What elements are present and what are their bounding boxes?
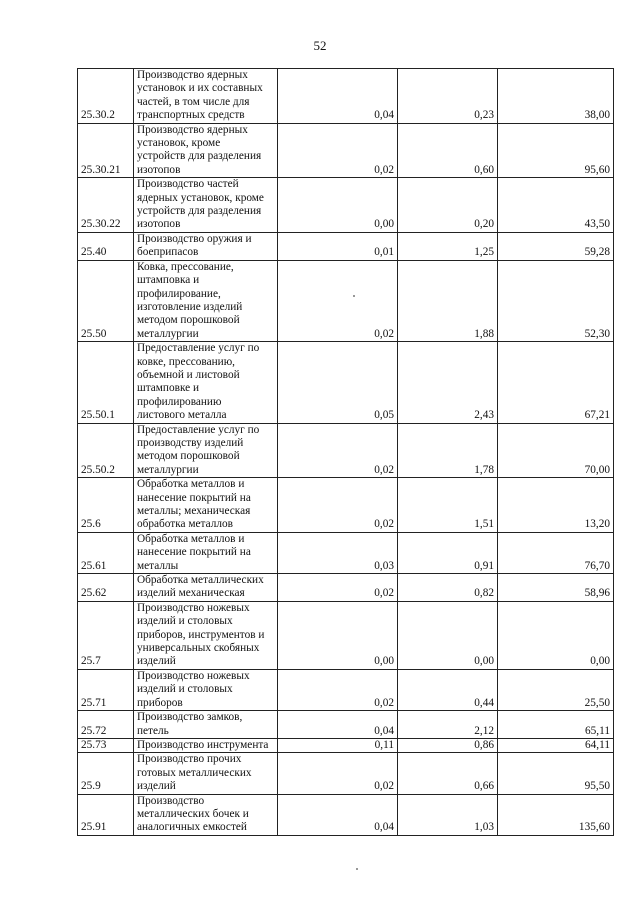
- cell-description: Производство прочих готовых металлических изделий: [134, 753, 278, 794]
- cell-value-3: 64,11: [498, 738, 614, 752]
- cell-code: 25.72: [78, 711, 134, 739]
- table-row: [78, 69, 614, 124]
- cell-code: 25.7: [78, 601, 134, 669]
- cell-code: 25.6: [78, 478, 134, 533]
- cell-value-3: 25,50: [498, 669, 614, 710]
- cell-value-3: 67,21: [498, 342, 614, 423]
- cell-code: 25.71: [78, 669, 134, 710]
- cell-value-3: 65,11: [498, 711, 614, 739]
- table-row: [78, 423, 614, 478]
- table-row: [78, 711, 614, 739]
- cell-value-2: 1,78: [398, 423, 498, 478]
- cell-code: 25.91: [78, 794, 134, 835]
- table-row: [78, 669, 614, 710]
- table-row: [78, 123, 614, 178]
- cell-value-1: 0,02: [278, 753, 398, 794]
- cell-description: Производство инструмента: [134, 738, 278, 752]
- cell-value-2: 0,91: [398, 532, 498, 573]
- cell-value-2: 1,51: [398, 478, 498, 533]
- cell-description: Производство ядерных установок и их составных частей, в том числе для транспортных средств: [134, 69, 278, 124]
- table-row: [78, 794, 614, 835]
- cell-value-2: 0,20: [398, 178, 498, 233]
- cell-value-3: 59,28: [498, 232, 614, 260]
- cell-value-2: 2,12: [398, 711, 498, 739]
- cell-value-1: 0,02: [278, 478, 398, 533]
- cell-value-1: 0,04: [278, 794, 398, 835]
- cell-description: Производство ядерных установок, кроме устройств для разделения изотопов: [134, 123, 278, 178]
- cell-code: 25.30.21: [78, 123, 134, 178]
- table-row: [78, 753, 614, 794]
- cell-value-1: 0,01: [278, 232, 398, 260]
- cell-description: Обработка металлов и нанесение покрытий на металлы: [134, 532, 278, 573]
- cell-value-3: 135,60: [498, 794, 614, 835]
- cell-value-2: 1,88: [398, 260, 498, 341]
- cell-description: Производство ножевых изделий и столовых приборов: [134, 669, 278, 710]
- cell-value-1: 0,03: [278, 532, 398, 573]
- cell-value-2: 0,66: [398, 753, 498, 794]
- cell-value-2: 0,44: [398, 669, 498, 710]
- cell-value-2: 0,00: [398, 601, 498, 669]
- cell-value-1: 0,11: [278, 738, 398, 752]
- cell-value-3: 13,20: [498, 478, 614, 533]
- cell-value-1: 0,05: [278, 342, 398, 423]
- cell-code: 25.62: [78, 574, 134, 602]
- cell-value-2: 0,86: [398, 738, 498, 752]
- cell-value-3: 95,60: [498, 123, 614, 178]
- cell-value-3: 95,50: [498, 753, 614, 794]
- cell-value-1: 0,02: [278, 423, 398, 478]
- table-body: [78, 69, 614, 836]
- cell-description: Предоставление услуг по ковке, прессованию, объемной и листовой штамповке и профилированию листового металла: [134, 342, 278, 423]
- cell-value-3: 76,70: [498, 532, 614, 573]
- cell-value-2: 1,25: [398, 232, 498, 260]
- table-row: [78, 532, 614, 573]
- scan-speck: [353, 295, 355, 297]
- table-row: [78, 738, 614, 752]
- cell-code: 25.73: [78, 738, 134, 752]
- table-row: [78, 178, 614, 233]
- table-row: [78, 601, 614, 669]
- table-row: [78, 342, 614, 423]
- cell-code: 25.30.22: [78, 178, 134, 233]
- cell-description: Производство ножевых изделий и столовых приборов, инструментов и универсальных скобяных изделий: [134, 601, 278, 669]
- cell-description: Производство оружия и боеприпасов: [134, 232, 278, 260]
- cell-code: 25.61: [78, 532, 134, 573]
- cell-code: 25.50.1: [78, 342, 134, 423]
- cell-value-2: 0,82: [398, 574, 498, 602]
- cell-value-1: 0,02: [278, 574, 398, 602]
- cell-value-3: 58,96: [498, 574, 614, 602]
- table-row: [78, 478, 614, 533]
- cell-description: Обработка металлов и нанесение покрытий на металлы; механическая обработка металлов: [134, 478, 278, 533]
- table-row: [78, 260, 614, 341]
- cell-value-2: 0,60: [398, 123, 498, 178]
- cell-description: Предоставление услуг по производству изделий методом порошковой металлургии: [134, 423, 278, 478]
- cell-code: 25.9: [78, 753, 134, 794]
- cell-value-3: 0,00: [498, 601, 614, 669]
- cell-code: 25.50: [78, 260, 134, 341]
- cell-value-3: 38,00: [498, 69, 614, 124]
- cell-value-1: 0,04: [278, 69, 398, 124]
- table-row: [78, 574, 614, 602]
- cell-value-1: 0,02: [278, 260, 398, 341]
- cell-value-1: 0,00: [278, 601, 398, 669]
- cell-description: Производство частей ядерных установок, кроме устройств для разделения изотопов: [134, 178, 278, 233]
- cell-value-3: 43,50: [498, 178, 614, 233]
- cell-value-1: 0,02: [278, 669, 398, 710]
- cell-value-2: 1,03: [398, 794, 498, 835]
- cell-value-1: 0,00: [278, 178, 398, 233]
- page-number: 52: [313, 38, 327, 53]
- data-table: [77, 68, 614, 836]
- cell-description: Производство замков, петель: [134, 711, 278, 739]
- cell-value-3: 52,30: [498, 260, 614, 341]
- table-row: [78, 232, 614, 260]
- cell-description: Ковка, прессование, штамповка и профилирование, изготовление изделий методом порошковой металлургии: [134, 260, 278, 341]
- cell-value-2: 2,43: [398, 342, 498, 423]
- cell-description: Производство металлических бочек и аналогичных емкостей: [134, 794, 278, 835]
- cell-code: 25.50.2: [78, 423, 134, 478]
- scan-speck: [356, 868, 358, 870]
- cell-value-1: 0,04: [278, 711, 398, 739]
- cell-value-3: 70,00: [498, 423, 614, 478]
- cell-value-2: 0,23: [398, 69, 498, 124]
- cell-code: 25.30.2: [78, 69, 134, 124]
- cell-code: 25.40: [78, 232, 134, 260]
- cell-description: Обработка металлических изделий механическая: [134, 574, 278, 602]
- cell-value-1: 0,02: [278, 123, 398, 178]
